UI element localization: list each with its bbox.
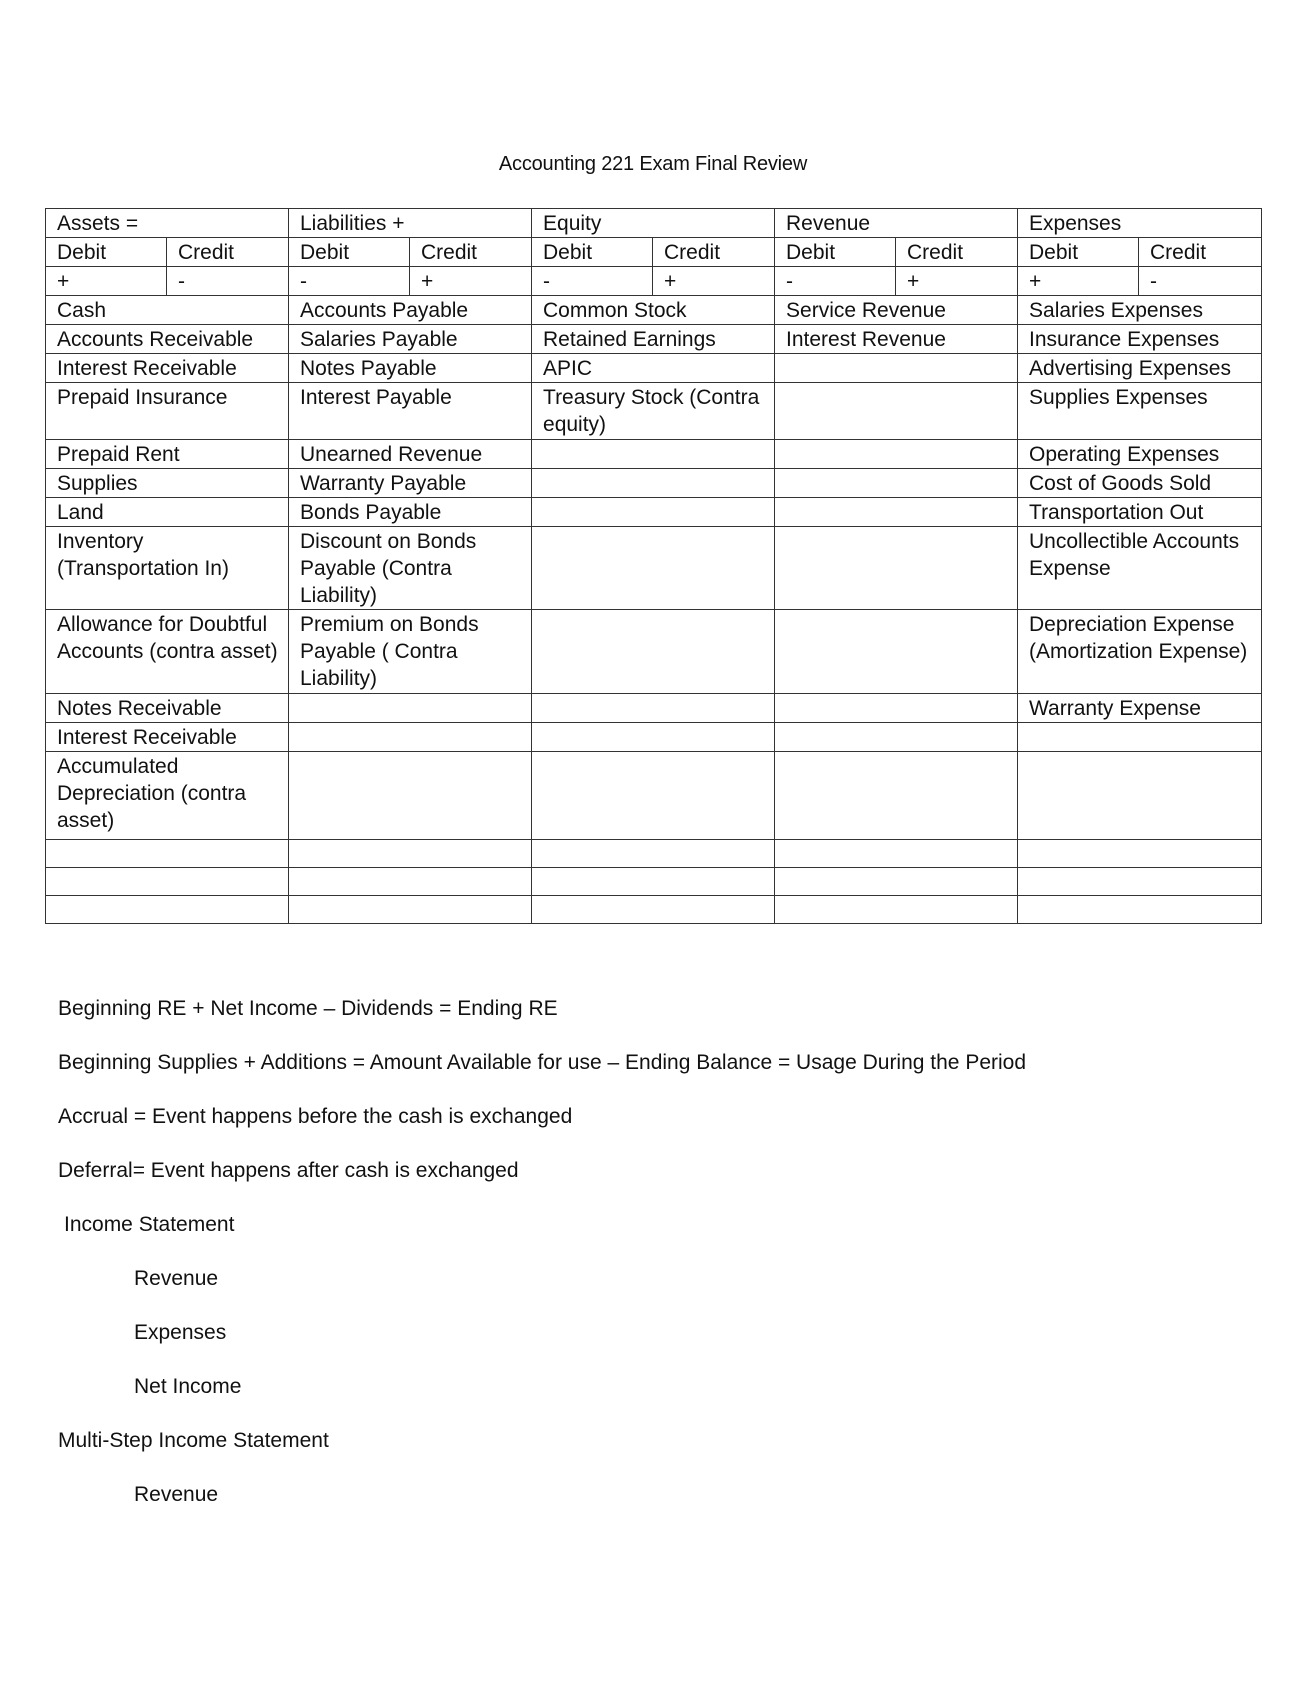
account-row [46,527,1262,610]
credit-label: Credit [1139,238,1262,267]
account-cell-assets: Cash [46,296,289,325]
account-row [46,694,1262,723]
account-cell-equity [532,896,775,924]
sign-cell: - [289,267,410,296]
account-row [46,469,1262,498]
debit-label: Debit [289,238,410,267]
account-cell-revenue [775,527,1018,610]
account-row [46,325,1262,354]
account-cell-equity: APIC [532,354,775,383]
account-cell-liabilities [289,840,532,868]
account-row [46,840,1262,868]
page-title: Accounting 221 Exam Final Review [498,153,808,175]
account-cell-equity [532,840,775,868]
account-cell-liabilities: Warranty Payable [289,469,532,498]
account-cell-revenue [775,354,1018,383]
account-cell-equity [532,694,775,723]
sign-cell: + [1018,267,1139,296]
account-row [46,440,1262,469]
income-statement-net-income: Net Income [134,1375,242,1398]
account-cell-equity: Treasury Stock (Contra equity) [532,383,775,440]
note-accrual: Accrual = Event happens before the cash is exchanged [58,1105,573,1128]
account-row [46,498,1262,527]
account-cell-expenses: Depreciation Expense (Amortization Expense) [1018,610,1262,694]
note-deferral: Deferral= Event happens after cash is exchanged [58,1159,519,1182]
credit-label: Credit [653,238,775,267]
account-cell-liabilities: Bonds Payable [289,498,532,527]
account-cell-expenses: Salaries Expenses [1018,296,1262,325]
account-cell-liabilities: Unearned Revenue [289,440,532,469]
account-row [46,896,1262,924]
debit-credit-row [46,238,1262,267]
account-cell-equity [532,723,775,752]
account-cell-assets: Supplies [46,469,289,498]
income-statement-heading: Income Statement [64,1213,235,1236]
account-cell-liabilities: Premium on Bonds Payable ( Contra Liability) [289,610,532,694]
note-supplies-usage: Beginning Supplies + Additions = Amount Available for use – Ending Balance = Usage During the Period [58,1051,1027,1074]
account-row [46,752,1262,840]
account-cell-assets: Notes Receivable [46,694,289,723]
income-statement-revenue: Revenue [134,1267,219,1290]
account-cell-equity: Retained Earnings [532,325,775,354]
header-revenue: Revenue [775,209,1018,238]
account-cell-expenses: Supplies Expenses [1018,383,1262,440]
account-row [46,296,1262,325]
account-cell-revenue [775,868,1018,896]
account-cell-assets [46,840,289,868]
credit-label: Credit [410,238,532,267]
sign-cell: + [653,267,775,296]
account-cell-expenses: Insurance Expenses [1018,325,1262,354]
account-cell-assets: Accounts Receivable [46,325,289,354]
account-cell-assets [46,896,289,924]
header-liabilities: Liabilities + [289,209,532,238]
account-cell-equity [532,752,775,840]
multi-step-heading: Multi-Step Income Statement [58,1429,329,1452]
account-cell-expenses: Transportation Out [1018,498,1262,527]
sign-cell: - [167,267,289,296]
account-cell-expenses: Cost of Goods Sold [1018,469,1262,498]
account-cell-equity [532,868,775,896]
account-cell-equity [532,440,775,469]
sign-row [46,267,1262,296]
account-cell-equity: Common Stock [532,296,775,325]
account-cell-revenue [775,498,1018,527]
account-cell-equity [532,469,775,498]
debit-label: Debit [532,238,653,267]
account-cell-liabilities: Interest Payable [289,383,532,440]
account-cell-revenue [775,383,1018,440]
account-row [46,383,1262,440]
account-cell-assets: Land [46,498,289,527]
account-cell-liabilities [289,723,532,752]
header-expenses: Expenses [1018,209,1262,238]
account-cell-revenue [775,840,1018,868]
credit-label: Credit [167,238,289,267]
sign-cell: - [775,267,896,296]
account-cell-assets [46,868,289,896]
account-cell-equity [532,610,775,694]
account-cell-liabilities: Notes Payable [289,354,532,383]
account-cell-expenses [1018,868,1262,896]
sign-cell: + [46,267,167,296]
account-cell-revenue [775,469,1018,498]
sign-cell: - [1139,267,1262,296]
header-row [46,209,1262,238]
account-cell-expenses [1018,840,1262,868]
account-cell-expenses: Operating Expenses [1018,440,1262,469]
account-cell-equity [532,527,775,610]
debit-label: Debit [1018,238,1139,267]
account-cell-assets: Accumulated Depreciation (contra asset) [46,752,289,840]
account-cell-liabilities [289,752,532,840]
account-cell-revenue [775,723,1018,752]
account-cell-assets: Prepaid Rent [46,440,289,469]
income-statement-expenses: Expenses [134,1321,227,1344]
header-assets: Assets = [46,209,289,238]
credit-label: Credit [896,238,1018,267]
sign-cell: + [896,267,1018,296]
account-cell-revenue: Service Revenue [775,296,1018,325]
note-retained-earnings: Beginning RE + Net Income – Dividends = Ending RE [58,997,558,1020]
account-cell-assets: Interest Receivable [46,723,289,752]
header-equity: Equity [532,209,775,238]
account-row [46,868,1262,896]
sign-cell: + [410,267,532,296]
debit-label: Debit [775,238,896,267]
sign-cell: - [532,267,653,296]
multi-step-revenue: Revenue [134,1483,219,1506]
account-cell-revenue [775,752,1018,840]
account-cell-liabilities: Discount on Bonds Payable (Contra Liability) [289,527,532,610]
account-cell-expenses [1018,723,1262,752]
account-row [46,723,1262,752]
account-cell-expenses: Warranty Expense [1018,694,1262,723]
account-cell-equity [532,498,775,527]
account-cell-expenses: Advertising Expenses [1018,354,1262,383]
account-cell-revenue [775,610,1018,694]
debit-label: Debit [46,238,167,267]
account-cell-liabilities [289,694,532,723]
account-cell-liabilities: Accounts Payable [289,296,532,325]
account-cell-assets: Inventory (Transportation In) [46,527,289,610]
account-cell-revenue [775,440,1018,469]
account-cell-revenue: Interest Revenue [775,325,1018,354]
review-notes [58,995,1258,1535]
account-cell-liabilities: Salaries Payable [289,325,532,354]
account-cell-liabilities [289,896,532,924]
account-cell-expenses [1018,896,1262,924]
accounts-table [45,208,1262,924]
account-cell-liabilities [289,868,532,896]
account-cell-expenses [1018,752,1262,840]
account-row [46,354,1262,383]
account-row [46,610,1262,694]
account-cell-assets: Allowance for Doubtful Accounts (contra asset) [46,610,289,694]
account-cell-assets: Prepaid Insurance [46,383,289,440]
account-cell-revenue [775,896,1018,924]
account-cell-expenses: Uncollectible Accounts Expense [1018,527,1262,610]
account-cell-assets: Interest Receivable [46,354,289,383]
account-cell-revenue [775,694,1018,723]
